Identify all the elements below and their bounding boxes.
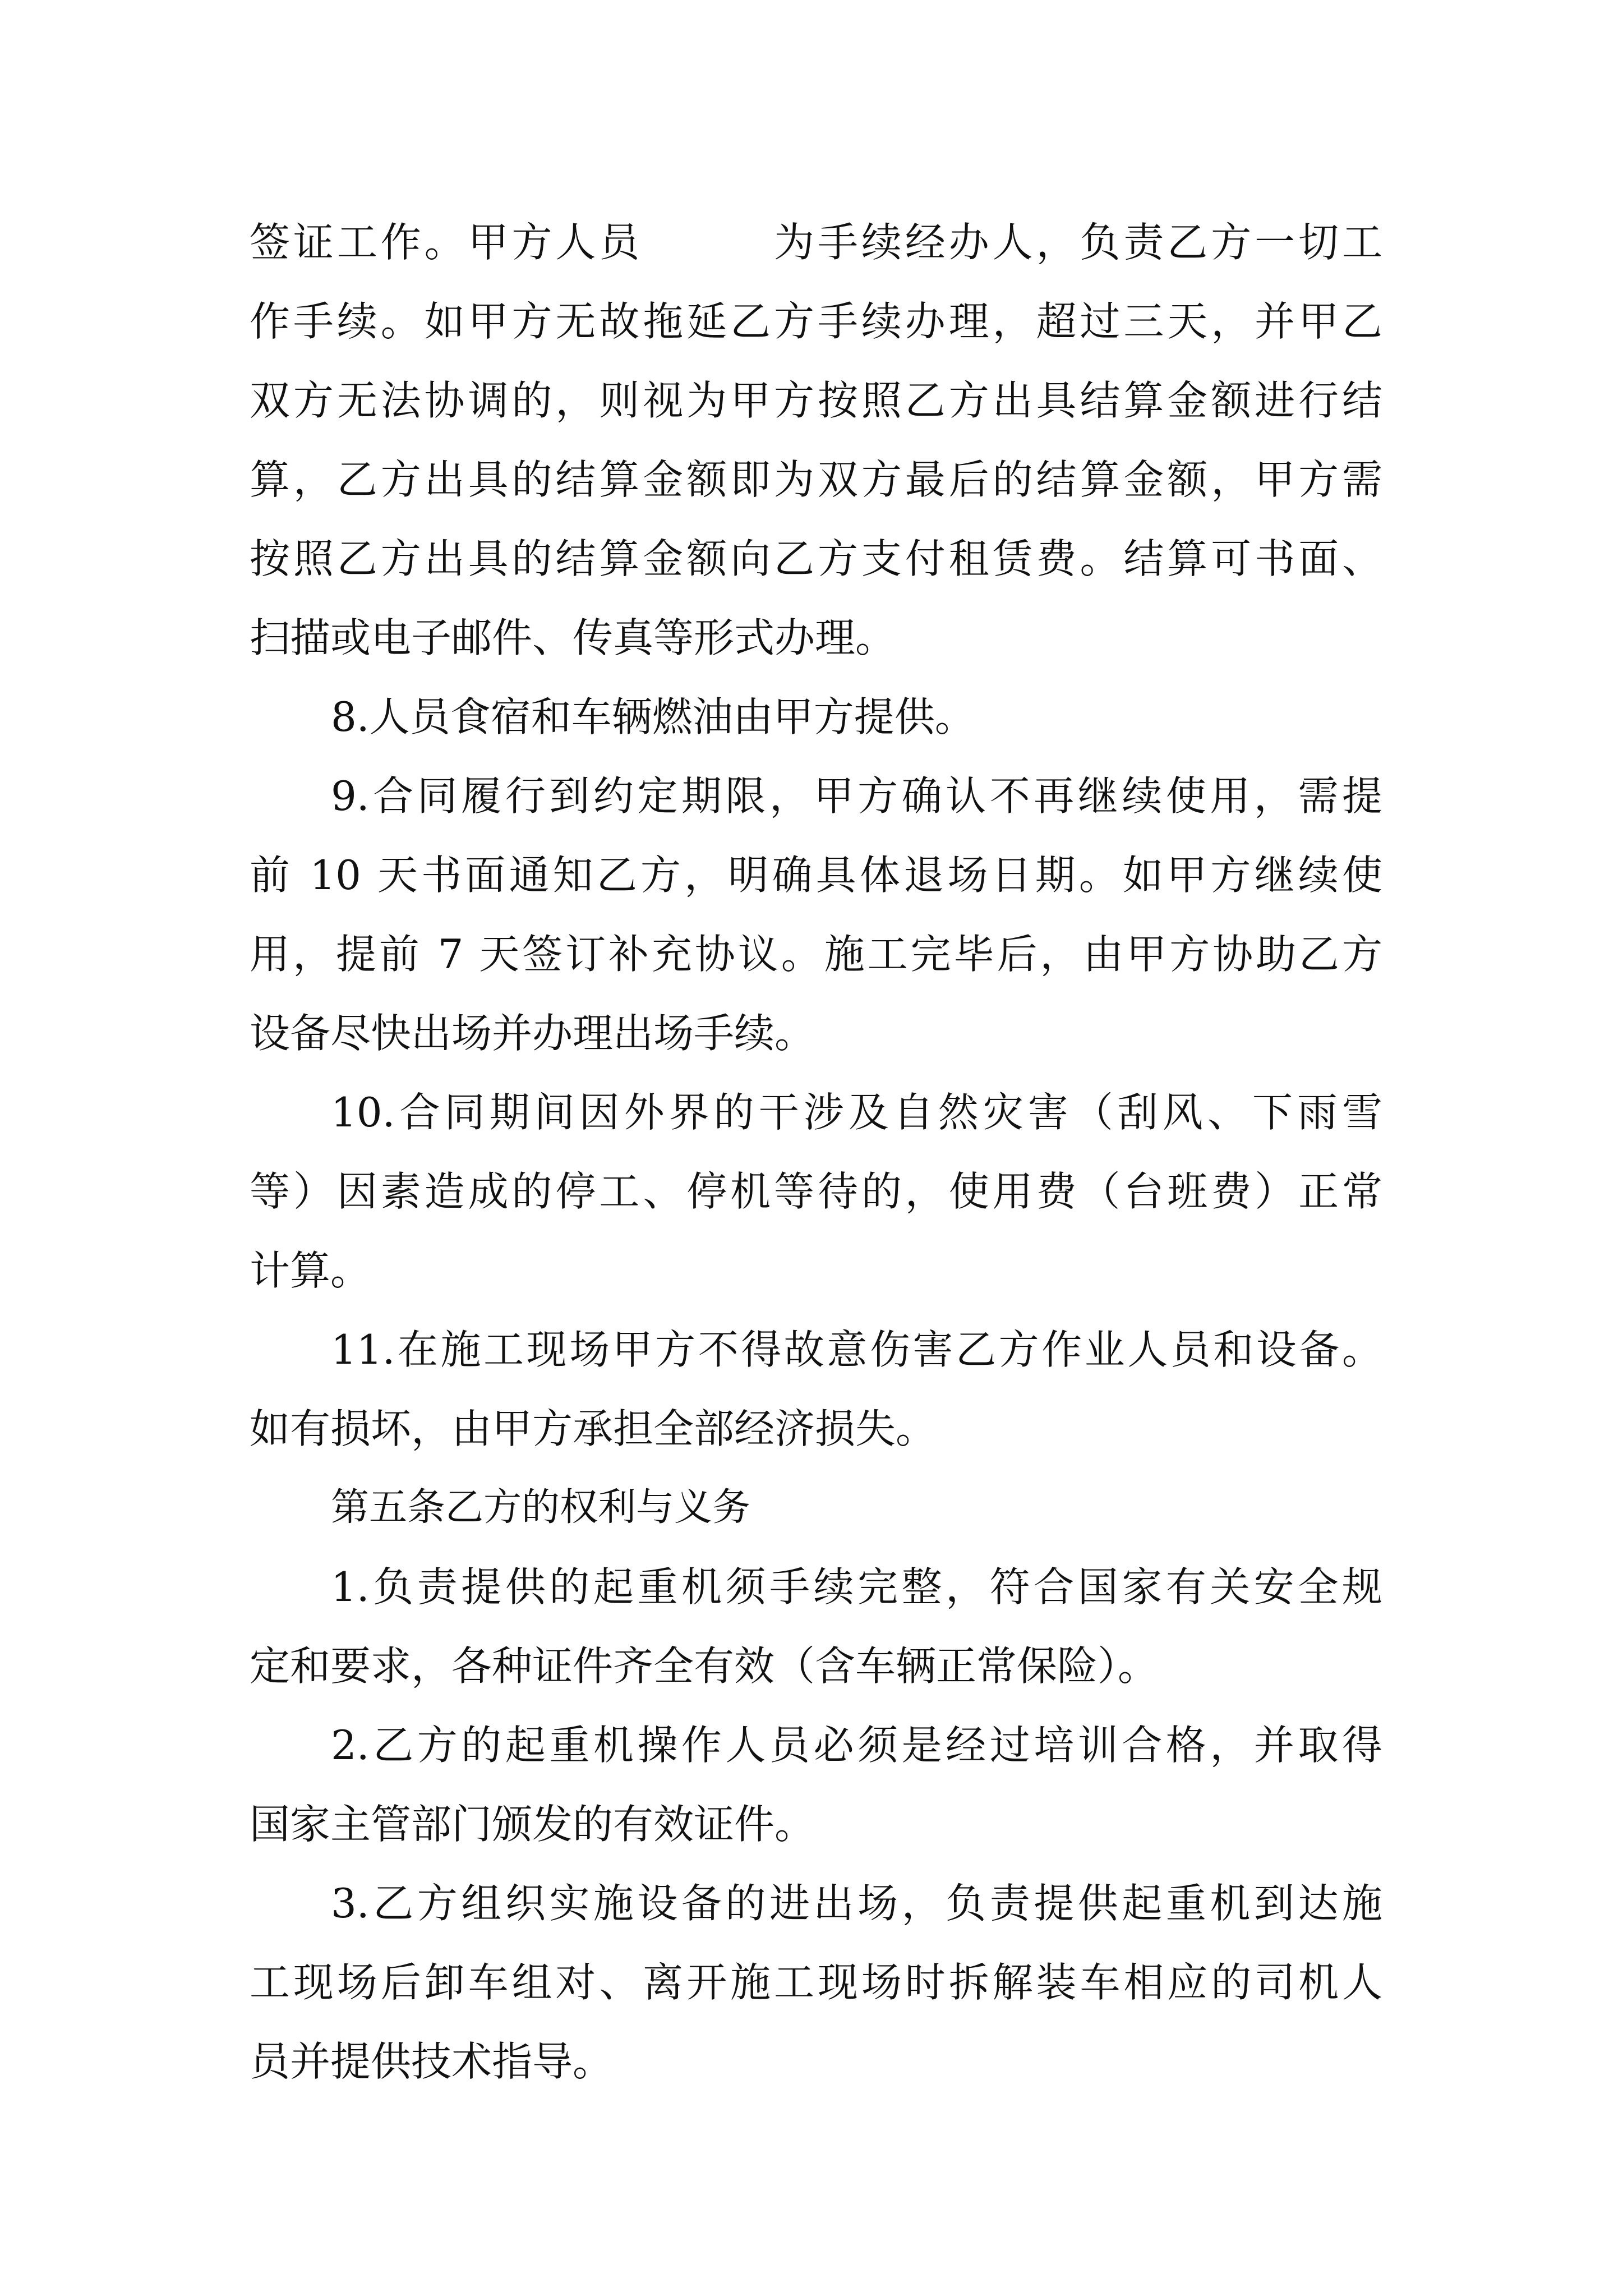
paragraph-line: 设备尽快出场并办理出场手续。 bbox=[250, 1010, 815, 1057]
clause-item: 1.负责提供的起重机须手续完整，符合国家有关安全规 bbox=[331, 1563, 1382, 1611]
section-heading: 第五条乙方的权利与义务 bbox=[331, 1485, 751, 1530]
clause-item: 11.在施工现场甲方不得故意伤害乙方作业人员和设备。 bbox=[331, 1326, 1382, 1373]
clause-item: 3.乙方组织实施设备的进出场，负责提供起重机到达施 bbox=[331, 1880, 1382, 1927]
clause-item: 2.乙方的起重机操作人员必须是经过培训合格，并取得 bbox=[331, 1722, 1382, 1769]
paragraph-line: 按照乙方出具的结算金额向乙方支付租赁费。结算可书面、 bbox=[250, 535, 1382, 582]
clause-item: 9.合同履行到约定期限，甲方确认不再继续使用，需提 bbox=[331, 772, 1382, 820]
paragraph-line: 用，提前 7 天签订补充协议。施工完毕后，由甲方协助乙方 bbox=[250, 931, 1382, 978]
paragraph-line: 员并提供技术指导。 bbox=[250, 2038, 614, 2085]
clause-item: 8.人员食宿和车辆燃油由甲方提供。 bbox=[331, 693, 975, 740]
paragraph-line: 工现场后卸车组对、离开施工现场时拆解装车相应的司机人 bbox=[250, 1959, 1382, 2006]
paragraph-line: 国家主管部门颁发的有效证件。 bbox=[250, 1801, 815, 1848]
paragraph-line: 前 10 天书面通知乙方，明确具体退场日期。如甲方继续使 bbox=[250, 852, 1382, 899]
paragraph-line: 算，乙方出具的结算金额即为双方最后的结算金额，甲方需 bbox=[250, 456, 1382, 503]
paragraph-line: 双方无法协调的，则视为甲方按照乙方出具结算金额进行结 bbox=[250, 377, 1382, 424]
paragraph-line: 作手续。如甲方无故拖延乙方手续办理，超过三天，并甲乙 bbox=[250, 298, 1382, 345]
paragraph-line: 等）因素造成的停工、停机等待的，使用费（台班费）正常 bbox=[250, 1168, 1382, 1215]
paragraph-line: 如有损坏，由甲方承担全部经济损失。 bbox=[250, 1405, 937, 1452]
paragraph-line: 定和要求，各种证件齐全有效（含车辆正常保险）。 bbox=[250, 1642, 1159, 1690]
paragraph-line: 签证工作。甲方人员 为手续经办人，负责乙方一切工 bbox=[250, 219, 1382, 266]
clause-item: 10.合同期间因外界的干涉及自然灾害（刮风、下雨雪 bbox=[331, 1089, 1382, 1136]
paragraph-line: 计算。 bbox=[250, 1247, 371, 1294]
paragraph-line: 扫描或电子邮件、传真等形式办理。 bbox=[250, 614, 896, 661]
